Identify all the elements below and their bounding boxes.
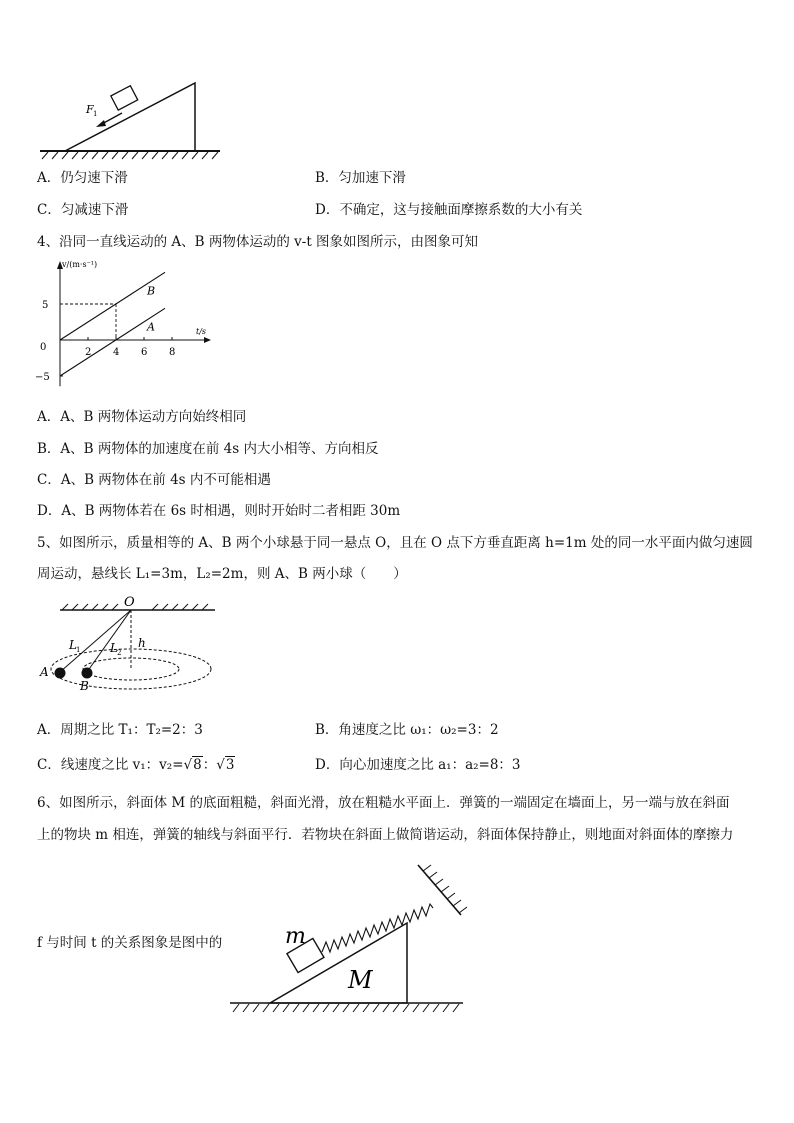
label-l1: L xyxy=(69,638,77,652)
series-label-b: B xyxy=(147,284,156,298)
vt-chart xyxy=(30,255,220,390)
label-h: h xyxy=(138,636,146,650)
force-label: F xyxy=(86,103,94,116)
x-tick-label: 2 xyxy=(85,347,92,358)
q5-option-d: D．向心加速度之比 a₁：a₂=8：3 xyxy=(315,757,521,773)
q3-option-d: D．不确定，这与接触面摩擦系数的大小有关 xyxy=(315,202,583,218)
q5-option-a: A．周期之比 T₁：T₂=2：3 xyxy=(37,722,203,738)
sqrt-sign: √ xyxy=(216,757,225,773)
x-axis-label: t/s xyxy=(196,327,207,336)
y-tick-label: −5 xyxy=(35,372,50,383)
label-m-small: m xyxy=(285,924,306,949)
pivot-label-o: O xyxy=(124,595,135,610)
q4-option-c: C．A、B 两物体在前 4s 内不可能相遇 xyxy=(37,472,271,488)
q5-option-c-radicand1: 8 xyxy=(193,757,202,773)
y-tick-label: 5 xyxy=(42,300,49,311)
q5-stem-line1: 5、如图所示，质量相等的 A、B 两个小球悬于同一悬点 O，且在 O 点下方垂直距离 h=1m 处的同一水平面内做匀速圆 xyxy=(37,535,753,551)
label-l2-sub: 2 xyxy=(117,649,122,657)
series-label-a: A xyxy=(147,320,155,334)
label-l1-sub: 1 xyxy=(76,646,81,654)
label-m-large: M xyxy=(348,966,373,994)
incline-figure-q3 xyxy=(30,75,230,160)
x-axis-arrow xyxy=(204,337,211,343)
q4-option-b: B．A、B 两物体的加速度在前 4s 内大小相等、方向相反 xyxy=(37,441,379,457)
force-subscript: 1 xyxy=(93,110,98,118)
origin-label: 0 xyxy=(40,342,47,353)
conical-pendulum-figure xyxy=(35,592,225,697)
q3-option-c: C．匀减速下滑 xyxy=(37,202,129,218)
q5-option-c xyxy=(37,753,235,773)
q4-option-d: D．A、B 两物体若在 6s 时相遇，则时开始时二者相距 30m xyxy=(37,503,401,519)
series-line-a xyxy=(60,308,165,376)
q5-option-c-prefix: C．线速度之比 v₁：v₂= xyxy=(37,757,184,773)
q3-option-b: B．匀加速下滑 xyxy=(315,170,406,186)
q5-stem-line2: 周运动，悬线长 L₁=3m，L₂=2m，则 A、B 两小球（ ） xyxy=(37,566,407,582)
q6-stem-line3: f 与时间 t 的关系图象是图中的 xyxy=(37,935,223,951)
label-a: A xyxy=(40,665,49,679)
label-b: B xyxy=(80,679,89,693)
x-tick-label: 6 xyxy=(141,347,148,358)
x-tick-label: 8 xyxy=(169,347,176,358)
q4-stem: 4、沿同一直线运动的 A、B 两物体运动的 v-t 图象如图所示，由图象可知 xyxy=(37,234,479,250)
label-l2: L xyxy=(110,641,118,655)
x-tick-label: 4 xyxy=(113,347,120,358)
q6-stem-line2: 上的物块 m 相连，弹簧的轴线与斜面平行．若物块在斜面上做简谐运动，斜面体保持静止，则地面对斜面体的摩擦力 xyxy=(37,827,734,843)
q6-stem-line1: 6、如图所示，斜面体 M 的底面粗糙，斜面光滑，放在粗糙水平面上．弹簧的一端固定在墙面上，另一端与放在斜面 xyxy=(37,795,730,811)
sqrt-sign: √ xyxy=(183,757,193,773)
q3-option-a: A．仍匀速下滑 xyxy=(37,170,128,186)
q5-option-c-separator: ： xyxy=(202,757,217,773)
q5-option-c-radicand2: 3 xyxy=(225,757,235,773)
q5-option-b: B．角速度之比 ω₁：ω₂=3：2 xyxy=(315,722,499,738)
y-axis-label: v/(m·s⁻¹) xyxy=(62,260,98,269)
spring-incline-figure xyxy=(225,855,475,1020)
q4-option-a: A．A、B 两物体运动方向始终相同 xyxy=(37,409,247,425)
